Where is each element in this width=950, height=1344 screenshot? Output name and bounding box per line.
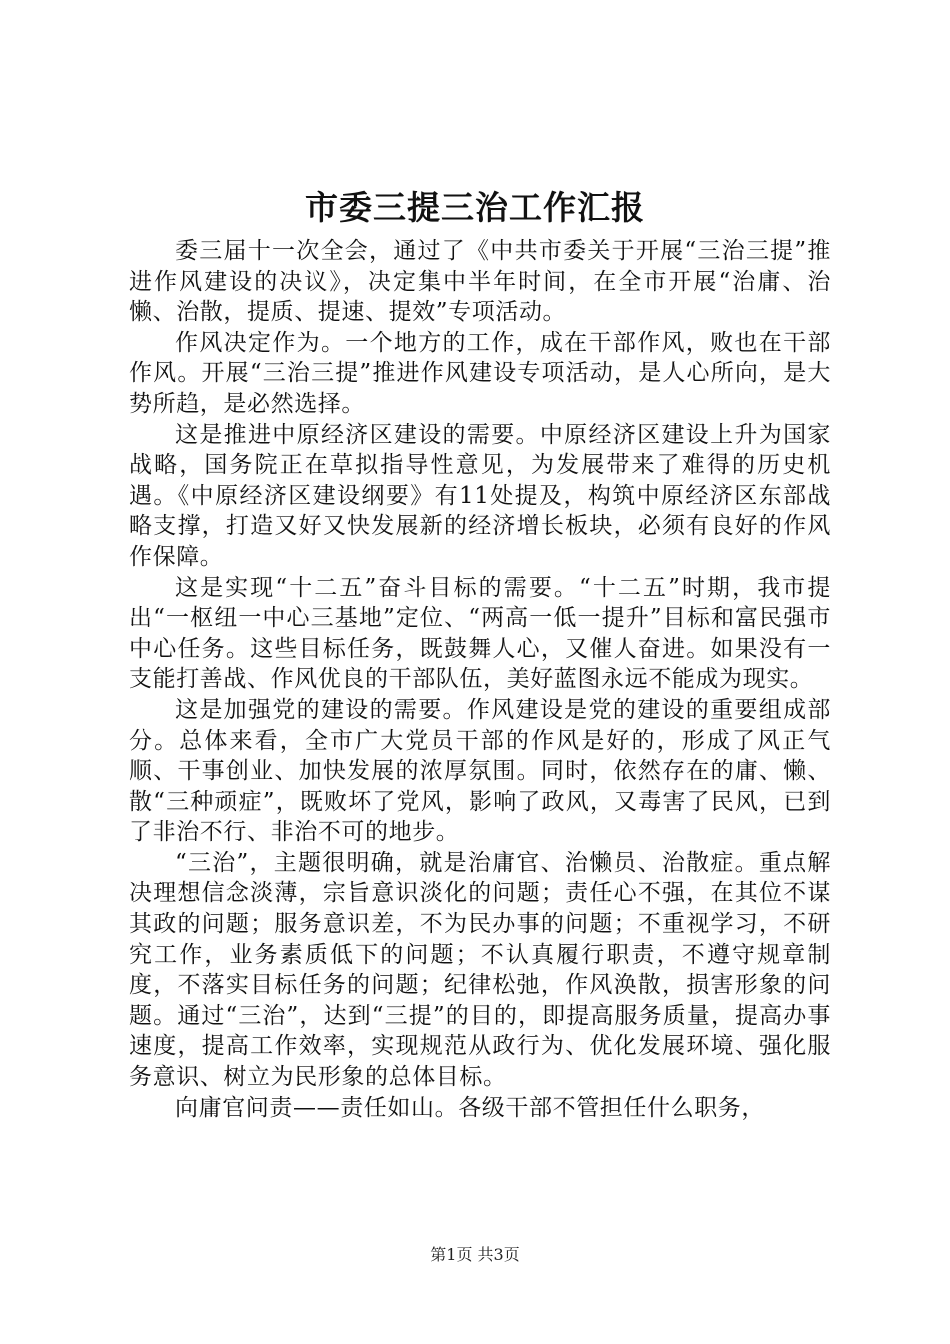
paragraph-5: 这是加强党的建设的需要。作风建设是党的建设的重要组成部分。总体来看，全市广大党员干部的作风是好的，形成了风正气顺、干事创业、加快发展的浓厚氛围。同时，依然存在的庸、懒、散“三种顽症”，既败坏了党风，影响了政风，又毒害了民风，已到了非治不行、非治不可的地步。	[129, 696, 831, 846]
paragraph-7: 向庸官问责——责任如山。各级干部不管担任什么职务，	[175, 1094, 765, 1121]
paragraph-1: 委三届十一次全会，通过了《中共市委关于开展“三治三提”推进作风建设的决议》，决定集中半年时间，在全市开展“治庸、治懒、治散，提质、提速、提效”专项活动。	[129, 238, 831, 326]
page-number-footer: 第1页 共3页	[430, 1245, 520, 1264]
document-body	[129, 236, 831, 1123]
paragraph-4: 这是实现“十二五”奋斗目标的需要。“十二五”时期，我市提出“一枢纽一中心三基地”定位、“两高一低一提升”目标和富民强市中心任务。这些目标任务，既鼓舞人心，又催人奋进。如果没有一支能打善战、作风优良的干部队伍，美好蓝图永远不能成为现实。	[129, 574, 831, 693]
document-title: 市委三提三治工作汇报	[305, 188, 645, 227]
paragraph-3: 这是推进中原经济区建设的需要。中原经济区建设上升为国家战略，国务院正在草拟指导性意见，为发展带来了难得的历史机遇。《中原经济区建设纲要》有11处提及，构筑中原经济区东部战略支撑，打造又好又快发展新的经济增长板块，必须有良好的作风作保障。	[129, 421, 831, 570]
paragraph-2: 作风决定作为。一个地方的工作，成在干部作风，败也在干部作风。开展“三治三提”推进作风建设专项活动，是人心所向，是大势所趋，是必然选择。	[129, 329, 831, 417]
paragraph-6: “三治”，主题很明确，就是治庸官、治懒员、治散症。重点解决理想信念淡薄，宗旨意识淡化的问题；责任心不强，在其位不谋其政的问题；服务意识差，不为民办事的问题；不重视学习，不研究工作，业务素质低下的问题；不认真履行职责，不遵守规章制度，不落实目标任务的问题；纪律松弛，作风涣散，损害形象的问题。通过“三治”，达到“三提”的目的，即提高服务质量，提高办事速度，提高工作效率，实现规范从政行为、优化发展环境、强化服务意识、树立为民形象的总体目标。	[129, 849, 831, 1091]
